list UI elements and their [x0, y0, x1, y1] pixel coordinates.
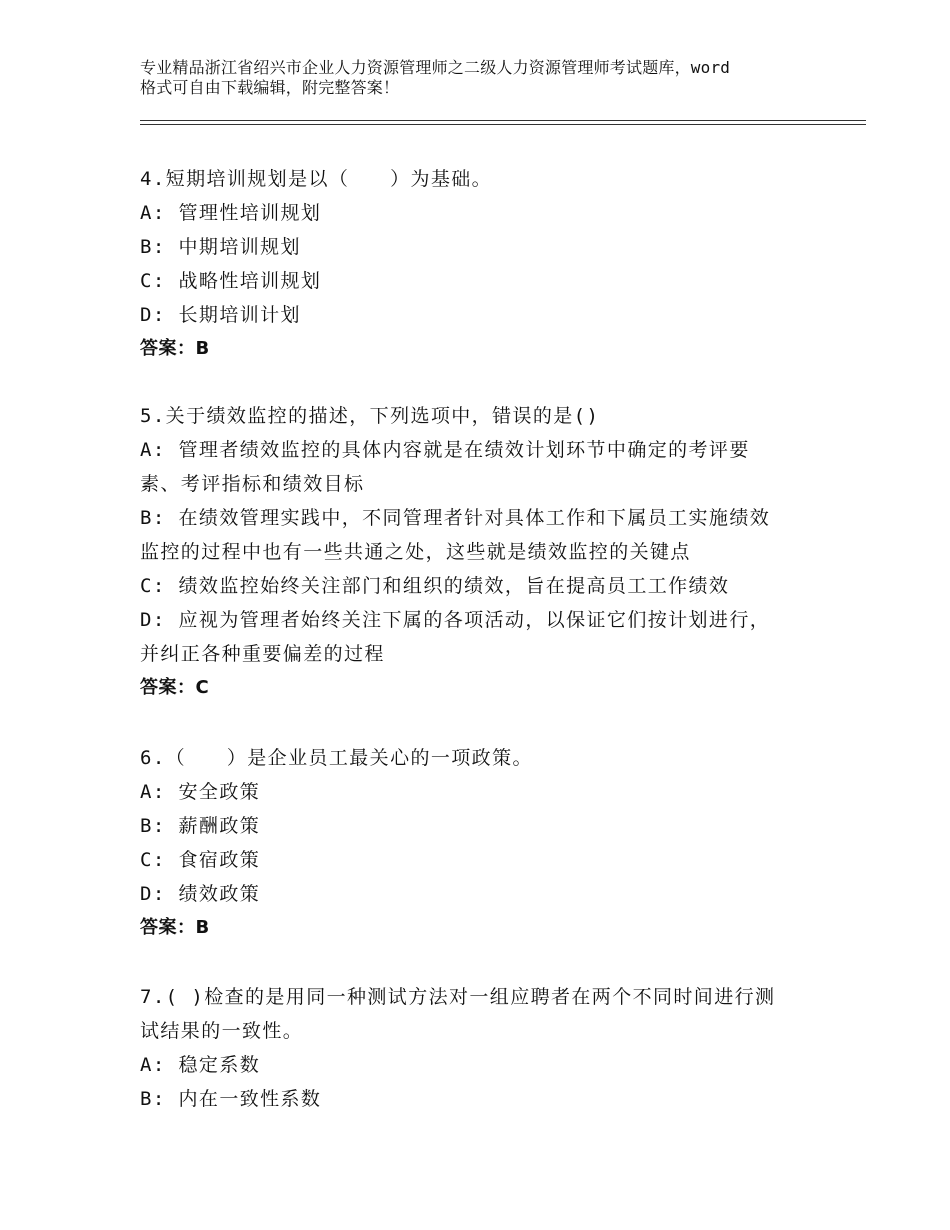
header-line-2: 格式可自由下载编辑，附完整答案！ — [140, 78, 400, 97]
option-b: B: 内在一致性系数 — [140, 1088, 322, 1110]
option-b: B: 在绩效管理实践中，不同管理者针对具体工作和下属员工实施绩效 — [140, 507, 771, 529]
option-b-continued: 监控的过程中也有一些共通之处，这些就是绩效监控的关键点 — [140, 541, 691, 563]
answer-label: 答案：B — [140, 917, 210, 938]
question-stem: 4.短期培训规划是以（ ）为基础。 — [140, 168, 493, 190]
question-stem-continued: 试结果的一致性。 — [140, 1020, 304, 1042]
option-c: C: 战略性培训规划 — [140, 270, 322, 292]
header-line-1: 专业精品浙江省绍兴市企业人力资源管理师之二级人力资源管理师考试题库，word — [140, 58, 731, 77]
question-7 — [140, 980, 820, 1116]
option-b: B: 中期培训规划 — [140, 236, 301, 258]
option-d: D: 应视为管理者始终关注下属的各项活动，以保证它们按计划进行， — [140, 609, 771, 631]
answer-label: 答案：B — [140, 338, 210, 359]
question-4 — [140, 162, 820, 366]
option-d: D: 绩效政策 — [140, 883, 261, 905]
option-b: B: 薪酬政策 — [140, 815, 261, 837]
option-c: C: 食宿政策 — [140, 849, 261, 871]
option-a: A: 稳定系数 — [140, 1054, 261, 1076]
option-a: A: 管理者绩效监控的具体内容就是在绩效计划环节中确定的考评要 — [140, 439, 750, 461]
option-c: C: 绩效监控始终关注部门和组织的绩效，旨在提高员工工作绩效 — [140, 575, 730, 597]
question-stem: 5.关于绩效监控的描述，下列选项中，错误的是() — [140, 405, 600, 427]
question-stem: 7.( )检查的是用同一种测试方法对一组应聘者在两个不同时间进行测 — [140, 986, 776, 1008]
question-6 — [140, 741, 820, 945]
option-d: D: 长期培训计划 — [140, 304, 301, 326]
option-a-continued: 素、考评指标和绩效目标 — [140, 473, 365, 495]
answer-label: 答案：C — [140, 677, 210, 698]
option-a: A: 管理性培训规划 — [140, 202, 322, 224]
option-d-continued: 并纠正各种重要偏差的过程 — [140, 643, 385, 665]
question-5 — [140, 399, 820, 705]
document-header — [140, 58, 840, 98]
question-stem: 6.（ ）是企业员工最关心的一项政策。 — [140, 747, 533, 769]
header-divider — [140, 120, 866, 125]
option-a: A: 安全政策 — [140, 781, 261, 803]
